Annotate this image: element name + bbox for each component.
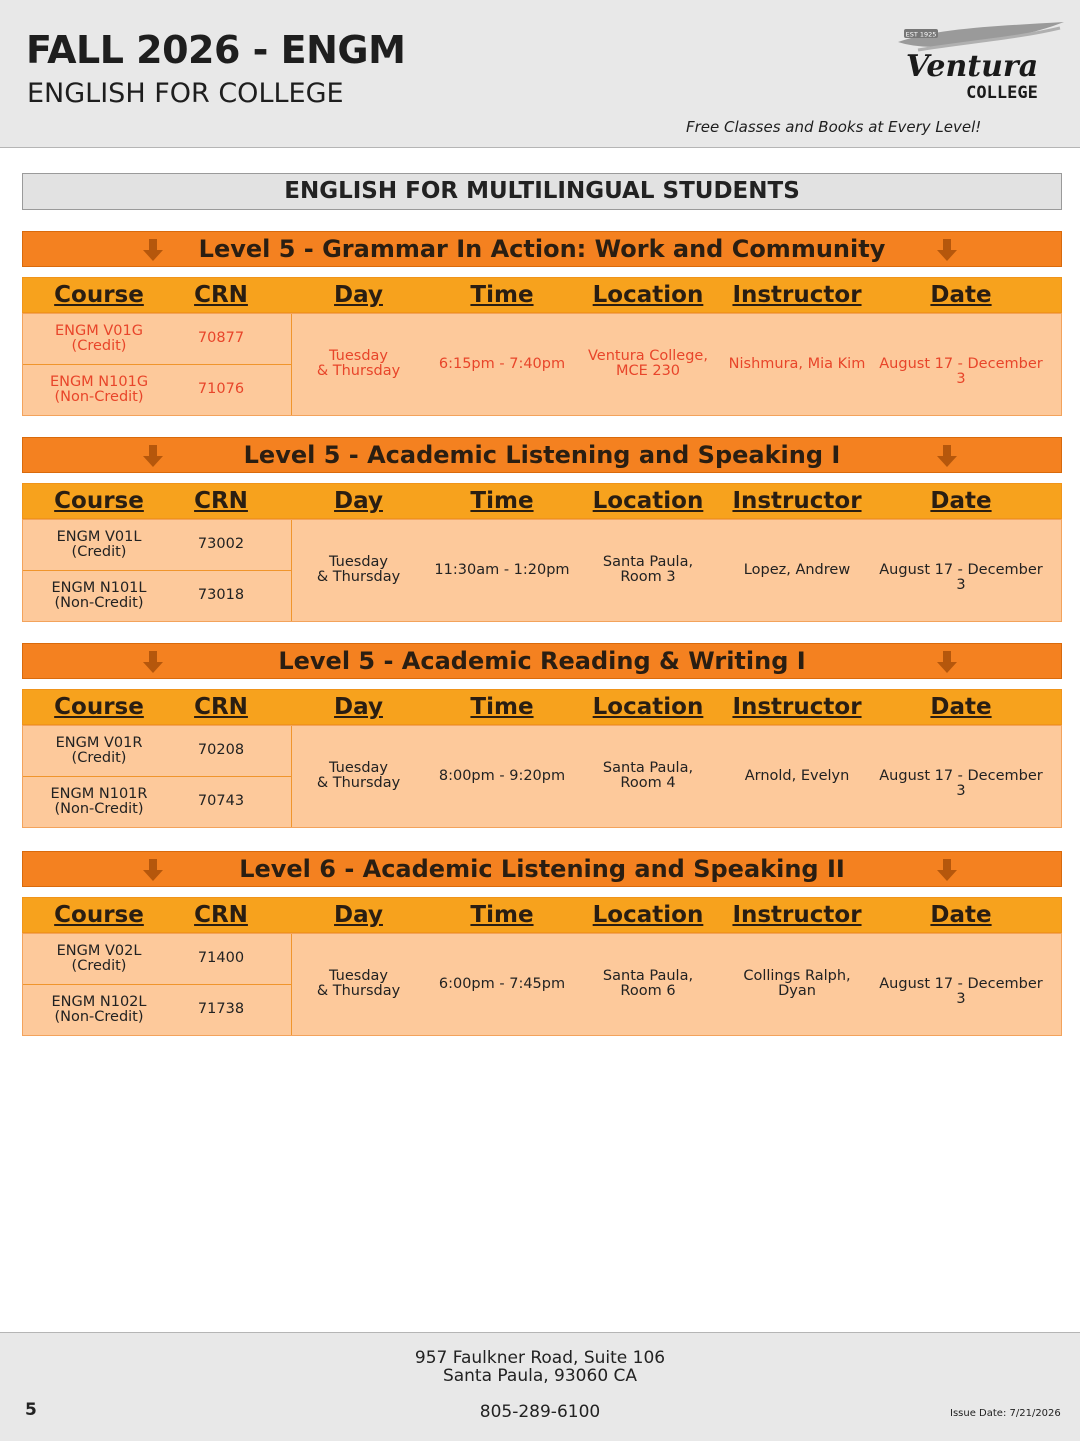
table-body bbox=[22, 933, 1062, 1036]
level-title: Level 6 - Academic Listening and Speaking II bbox=[239, 855, 845, 883]
date-range: August 17 - December 3 bbox=[879, 356, 1043, 387]
down-arrow-icon bbox=[143, 859, 163, 883]
crn: 70877 bbox=[197, 330, 245, 346]
logo-name-text: Ventura bbox=[905, 49, 1039, 84]
column-header-day: Day bbox=[334, 694, 383, 720]
column-header-day: Day bbox=[334, 282, 383, 308]
course-section bbox=[22, 231, 1062, 416]
column-header-course: Course bbox=[54, 282, 144, 308]
logo-est-text: EST 1925 bbox=[905, 30, 937, 39]
course-section bbox=[22, 437, 1062, 622]
instructor: Lopez, Andrew bbox=[743, 562, 851, 578]
column-header-course: Course bbox=[54, 694, 144, 720]
class-location: Santa Paula, Room 6 bbox=[602, 968, 694, 999]
page-number: 5 bbox=[25, 1400, 37, 1420]
page-title: FALL 2026 - ENGM bbox=[26, 28, 406, 72]
down-arrow-icon bbox=[937, 239, 957, 263]
table-body bbox=[22, 313, 1062, 416]
level-bar bbox=[22, 643, 1062, 679]
level-title: Level 5 - Academic Reading & Writing I bbox=[278, 647, 806, 675]
logo-college-text: COLLEGE bbox=[966, 83, 1038, 103]
column-header-day: Day bbox=[334, 902, 383, 928]
column-header-date: Date bbox=[930, 488, 992, 514]
column-header-crn: CRN bbox=[194, 902, 248, 928]
table-header-row bbox=[22, 897, 1062, 933]
column-header-time: Time bbox=[470, 488, 534, 514]
class-days: Tuesday & Thursday bbox=[316, 760, 401, 791]
level-bar bbox=[22, 231, 1062, 267]
level-bar bbox=[22, 437, 1062, 473]
table-header-row bbox=[22, 483, 1062, 519]
column-header-day: Day bbox=[334, 488, 383, 514]
column-header-course: Course bbox=[54, 488, 144, 514]
course-code: ENGM N101L (Non-Credit) bbox=[51, 580, 147, 611]
page-header bbox=[0, 0, 1080, 148]
date-range: August 17 - December 3 bbox=[879, 562, 1043, 593]
down-arrow-icon bbox=[143, 651, 163, 675]
table-header-row bbox=[22, 277, 1062, 313]
column-header-time: Time bbox=[470, 902, 534, 928]
phone-number: 805-289-6100 bbox=[479, 1402, 601, 1422]
column-header-location: Location bbox=[592, 282, 704, 308]
instructor: Arnold, Evelyn bbox=[744, 768, 850, 784]
crn: 71076 bbox=[197, 381, 245, 397]
address bbox=[340, 1349, 740, 1385]
column-header-date: Date bbox=[930, 694, 992, 720]
down-arrow-icon bbox=[937, 445, 957, 469]
page-footer bbox=[0, 1332, 1080, 1441]
column-header-location: Location bbox=[592, 488, 704, 514]
course-code: ENGM V02L (Credit) bbox=[56, 943, 142, 974]
course-section bbox=[22, 643, 1062, 828]
class-time: 8:00pm - 9:20pm bbox=[438, 768, 566, 784]
class-time: 11:30am - 1:20pm bbox=[434, 562, 570, 578]
issue-date: Issue Date: 7/21/2026 bbox=[950, 1408, 1061, 1419]
class-days: Tuesday & Thursday bbox=[316, 968, 401, 999]
column-header-instructor: Instructor bbox=[732, 282, 862, 308]
down-arrow-icon bbox=[937, 859, 957, 883]
down-arrow-icon bbox=[143, 239, 163, 263]
down-arrow-icon bbox=[143, 445, 163, 469]
table-body bbox=[22, 519, 1062, 622]
course-code: ENGM N102L (Non-Credit) bbox=[51, 994, 147, 1025]
course-code: ENGM V01R (Credit) bbox=[55, 735, 143, 766]
date-range: August 17 - December 3 bbox=[879, 976, 1043, 1007]
class-days: Tuesday & Thursday bbox=[316, 554, 401, 585]
table-body bbox=[22, 725, 1062, 828]
class-location: Santa Paula, Room 4 bbox=[602, 760, 694, 791]
address-line-1: 957 Faulkner Road, Suite 106 bbox=[414, 1348, 666, 1368]
address-line-2: Santa Paula, 93060 CA bbox=[442, 1366, 638, 1386]
column-header-date: Date bbox=[930, 282, 992, 308]
column-header-location: Location bbox=[592, 694, 704, 720]
column-header-crn: CRN bbox=[194, 694, 248, 720]
level-bar bbox=[22, 851, 1062, 887]
class-location: Ventura College, MCE 230 bbox=[588, 348, 708, 379]
column-header-time: Time bbox=[470, 694, 534, 720]
crn: 73002 bbox=[197, 536, 245, 552]
instructor: Collings Ralph, Dyan bbox=[743, 968, 851, 999]
column-header-course: Course bbox=[54, 902, 144, 928]
crn: 70208 bbox=[197, 742, 245, 758]
course-code: ENGM V01G (Credit) bbox=[55, 323, 143, 354]
class-location: Santa Paula, Room 3 bbox=[602, 554, 694, 585]
crn: 71738 bbox=[197, 1001, 245, 1017]
column-header-crn: CRN bbox=[194, 488, 248, 514]
date-range: August 17 - December 3 bbox=[879, 768, 1043, 799]
crn: 73018 bbox=[197, 587, 245, 603]
crn: 71400 bbox=[197, 950, 245, 966]
level-title: Level 5 - Academic Listening and Speaking I bbox=[243, 441, 841, 469]
tagline: Free Classes and Books at Every Level! bbox=[686, 118, 982, 136]
course-section bbox=[22, 851, 1062, 1036]
instructor: Nishmura, Mia Kim bbox=[728, 356, 866, 372]
page-subtitle: ENGLISH FOR COLLEGE bbox=[27, 78, 344, 109]
column-header-instructor: Instructor bbox=[732, 902, 862, 928]
level-title: Level 5 - Grammar In Action: Work and Community bbox=[198, 235, 886, 263]
column-header-time: Time bbox=[470, 282, 534, 308]
column-header-location: Location bbox=[592, 902, 704, 928]
crn: 70743 bbox=[197, 793, 245, 809]
course-code: ENGM N101G (Non-Credit) bbox=[49, 374, 149, 405]
class-time: 6:15pm - 7:40pm bbox=[438, 356, 566, 372]
class-time: 6:00pm - 7:45pm bbox=[438, 976, 566, 992]
column-header-crn: CRN bbox=[194, 282, 248, 308]
down-arrow-icon bbox=[937, 651, 957, 675]
table-header-row bbox=[22, 689, 1062, 725]
course-code: ENGM V01L (Credit) bbox=[56, 529, 142, 560]
program-banner: ENGLISH FOR MULTILINGUAL STUDENTS bbox=[22, 173, 1062, 210]
column-header-date: Date bbox=[930, 902, 992, 928]
ventura-college-logo bbox=[888, 20, 1066, 106]
column-header-instructor: Instructor bbox=[732, 488, 862, 514]
course-code: ENGM N101R (Non-Credit) bbox=[50, 786, 148, 817]
class-days: Tuesday & Thursday bbox=[316, 348, 401, 379]
column-header-instructor: Instructor bbox=[732, 694, 862, 720]
